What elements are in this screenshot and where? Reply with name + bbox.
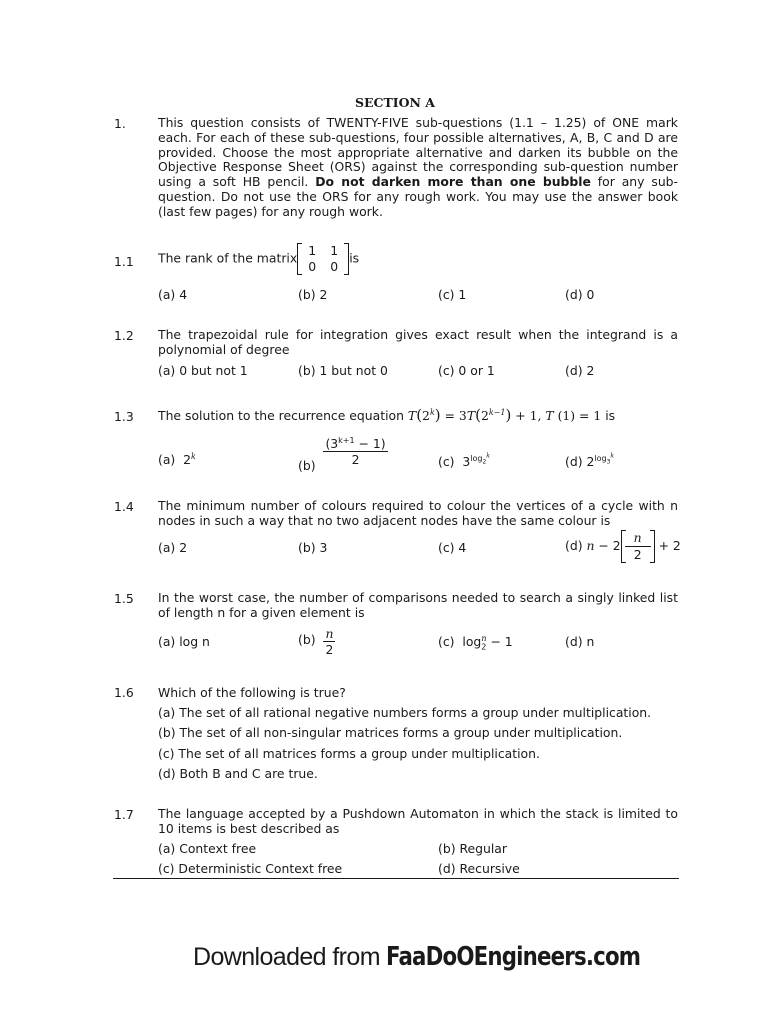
q1-6-option-a: (a) The set of all rational negative numbers forms a group under multiplication. — [158, 705, 652, 720]
q1-3-option-a: (a) 2$^k$ — [158, 452, 196, 468]
q1-1-option-c: (c) 1 — [438, 287, 467, 302]
q1-1-option-d: (d) 0 — [565, 287, 595, 302]
q1-1-number: 1.1 — [114, 254, 134, 269]
q1-4-option-b: (b) 3 — [298, 540, 328, 555]
instructions-text: This question consists of TWENTY-FIVE sub-questions (1.1 – 1.25) of ONE mark each. For each of these sub-questions, four possible alternatives, A, B, C and D are provided. Choose the most appropriate alternative and darken its bubble on the Objective Response Sheet (ORS) against the corresponding sub-question number using a soft HB pencil. Do not darken more than one bubble for any sub-question. Do not use the ORS for any rough work. You may use the answer book (last few pages) for any rough work. — [158, 115, 679, 219]
q1-6-option-d: (d) Both B and C are true. — [158, 766, 318, 781]
q1-3-option-c: (c) $3^{log_2^k}$ — [438, 452, 490, 469]
q1-7-stem: The language accepted by a Pushdown Automaton in which the stack is limited to 10 items is best described as — [158, 806, 678, 836]
q1-5-option-c: (c) $\log_2^n - 1$ — [438, 634, 513, 652]
q1-7-option-c: (c) Deterministic Context free — [158, 861, 343, 876]
bottom-rule — [113, 878, 679, 879]
q1-3-stem: The solution to the recurrence equation $T(2^k) = 3T(2^{k-1}) + 1$, T (1) = 1 is — [158, 406, 616, 424]
download-footer: Downloaded from FaaDoOEngineers.com — [193, 942, 641, 972]
q1-4-option-a: (a) 2 — [158, 540, 188, 555]
q1-5-stem: In the worst case, the number of comparisons needed to search a singly linked list of length n for a given element is — [158, 590, 678, 620]
q1-5-option-a: (a) log n — [158, 634, 210, 649]
section-title: SECTION A — [354, 95, 436, 110]
q1-1-stem: The rank of the matrix 1 1 0 0is — [158, 243, 360, 274]
q1-7-option-d: (d) Recursive — [438, 861, 520, 876]
q1-2-option-c: (c) 0 or 1 — [438, 363, 495, 378]
q1-6-stem: Which of the following is true? — [158, 685, 346, 700]
q1-3-option-b: (b) $\frac{(3^{k+1} - 1)}{2}$ — [298, 436, 386, 474]
q1-6-option-c: (c) The set of all matrices forms a group under multiplication. — [158, 746, 540, 761]
q1-3-number: 1.3 — [114, 409, 134, 424]
q1-6-option-b: (b) The set of all non-singular matrices forms a group under multiplication. — [158, 725, 623, 740]
instructions-bold: Do not darken more than one bubble — [315, 174, 591, 190]
q1-4-option-d: (d) n − 2 $\frac{n}{2}$ + 2 — [565, 530, 681, 562]
q1-3-recurrence-equation: $T(2^k) = 3T(2^{k-1}) + 1$, T (1) = 1 — [407, 406, 602, 424]
q1-2-option-a: (a) 0 but not 1 — [158, 363, 248, 378]
site-name: FaaDoOEngineers.com — [386, 942, 641, 972]
q1-3-option-d: (d) $2^{log_3^k}$ — [565, 452, 615, 469]
q1-2-number: 1.2 — [114, 328, 134, 343]
question-number: 1. — [114, 116, 126, 131]
q1-6-number: 1.6 — [114, 685, 134, 700]
q1-2-option-d: (d) 2 — [565, 363, 595, 378]
q1-7-option-b: (b) Regular — [438, 841, 507, 856]
q1-1-option-a: (a) 4 — [158, 287, 188, 302]
q1-1-option-b: (b) 2 — [298, 287, 328, 302]
q1-4-stem: The minimum number of colours required to colour the vertices of a cycle with n nodes in such a way that no two adjacent nodes have the same colour is — [158, 498, 678, 528]
q1-1-matrix: 1 1 0 0 — [297, 243, 349, 275]
q1-7-number: 1.7 — [114, 807, 134, 822]
q1-4-number: 1.4 — [114, 499, 134, 514]
q1-2-stem: The trapezoidal rule for integration gives exact result when the integrand is a polynomial of degree — [158, 327, 678, 357]
q1-2-option-b: (b) 1 but not 0 — [298, 363, 388, 378]
q1-4-option-c: (c) 4 — [438, 540, 467, 555]
q1-7-option-a: (a) Context free — [158, 841, 257, 856]
q1-5-option-d: (d) n — [565, 634, 595, 649]
q1-5-option-b: (b) $\frac{n}{2}$ — [298, 626, 334, 657]
q1-5-number: 1.5 — [114, 591, 134, 606]
